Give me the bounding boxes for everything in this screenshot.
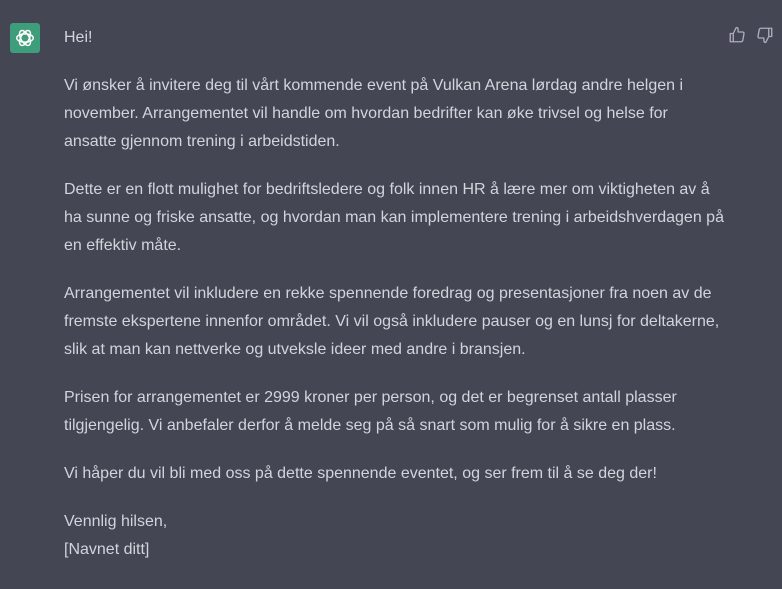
message-content	[64, 24, 724, 564]
paragraph: Vi håper du vil bli med oss på dette spennende eventet, og ser frem til å se deg der!	[64, 465, 657, 482]
paragraph: Arrangementet vil inkludere en rekke spennende foredrag og presentasjoner fra noen av de fremste ekspertene innenfor området. Vi vil også inkludere pauser og en lunsj for deltakerne, slik at man kan nettverke og utveksle ideer med andre i bransjen.	[64, 285, 720, 358]
thumbs-up-icon[interactable]	[728, 26, 746, 44]
closing-text: Vennlig hilsen,	[64, 513, 168, 530]
openai-logo-icon	[10, 23, 40, 53]
paragraph: Prisen for arrangementet er 2999 kroner per person, og det er begrenset antall plasser tilgjengelig. Vi anbefaler derfor å melde seg på så snart som mulig for å sikre en plass.	[64, 389, 677, 434]
paragraph: Vi ønsker å invitere deg til vårt kommende event på Vulkan Arena lørdag andre helgen i november. Arrangementet vil handle om hvordan bedrifter kan øke trivsel og helse for ansatte gjennom trening i arbeidstiden.	[64, 77, 684, 150]
paragraph: Dette er en flott mulighet for bedriftsledere og folk innen HR å lære mer om viktigheten av å ha sunne og friske ansatte, og hvordan man kan implementere trening i arbeidshverdagen på en effektiv måte.	[64, 181, 724, 254]
greeting: Hei!	[64, 29, 93, 46]
closing	[64, 508, 724, 564]
signature: [Navnet ditt]	[64, 541, 150, 558]
feedback-actions	[728, 26, 774, 44]
thumbs-down-icon[interactable]	[756, 26, 774, 44]
